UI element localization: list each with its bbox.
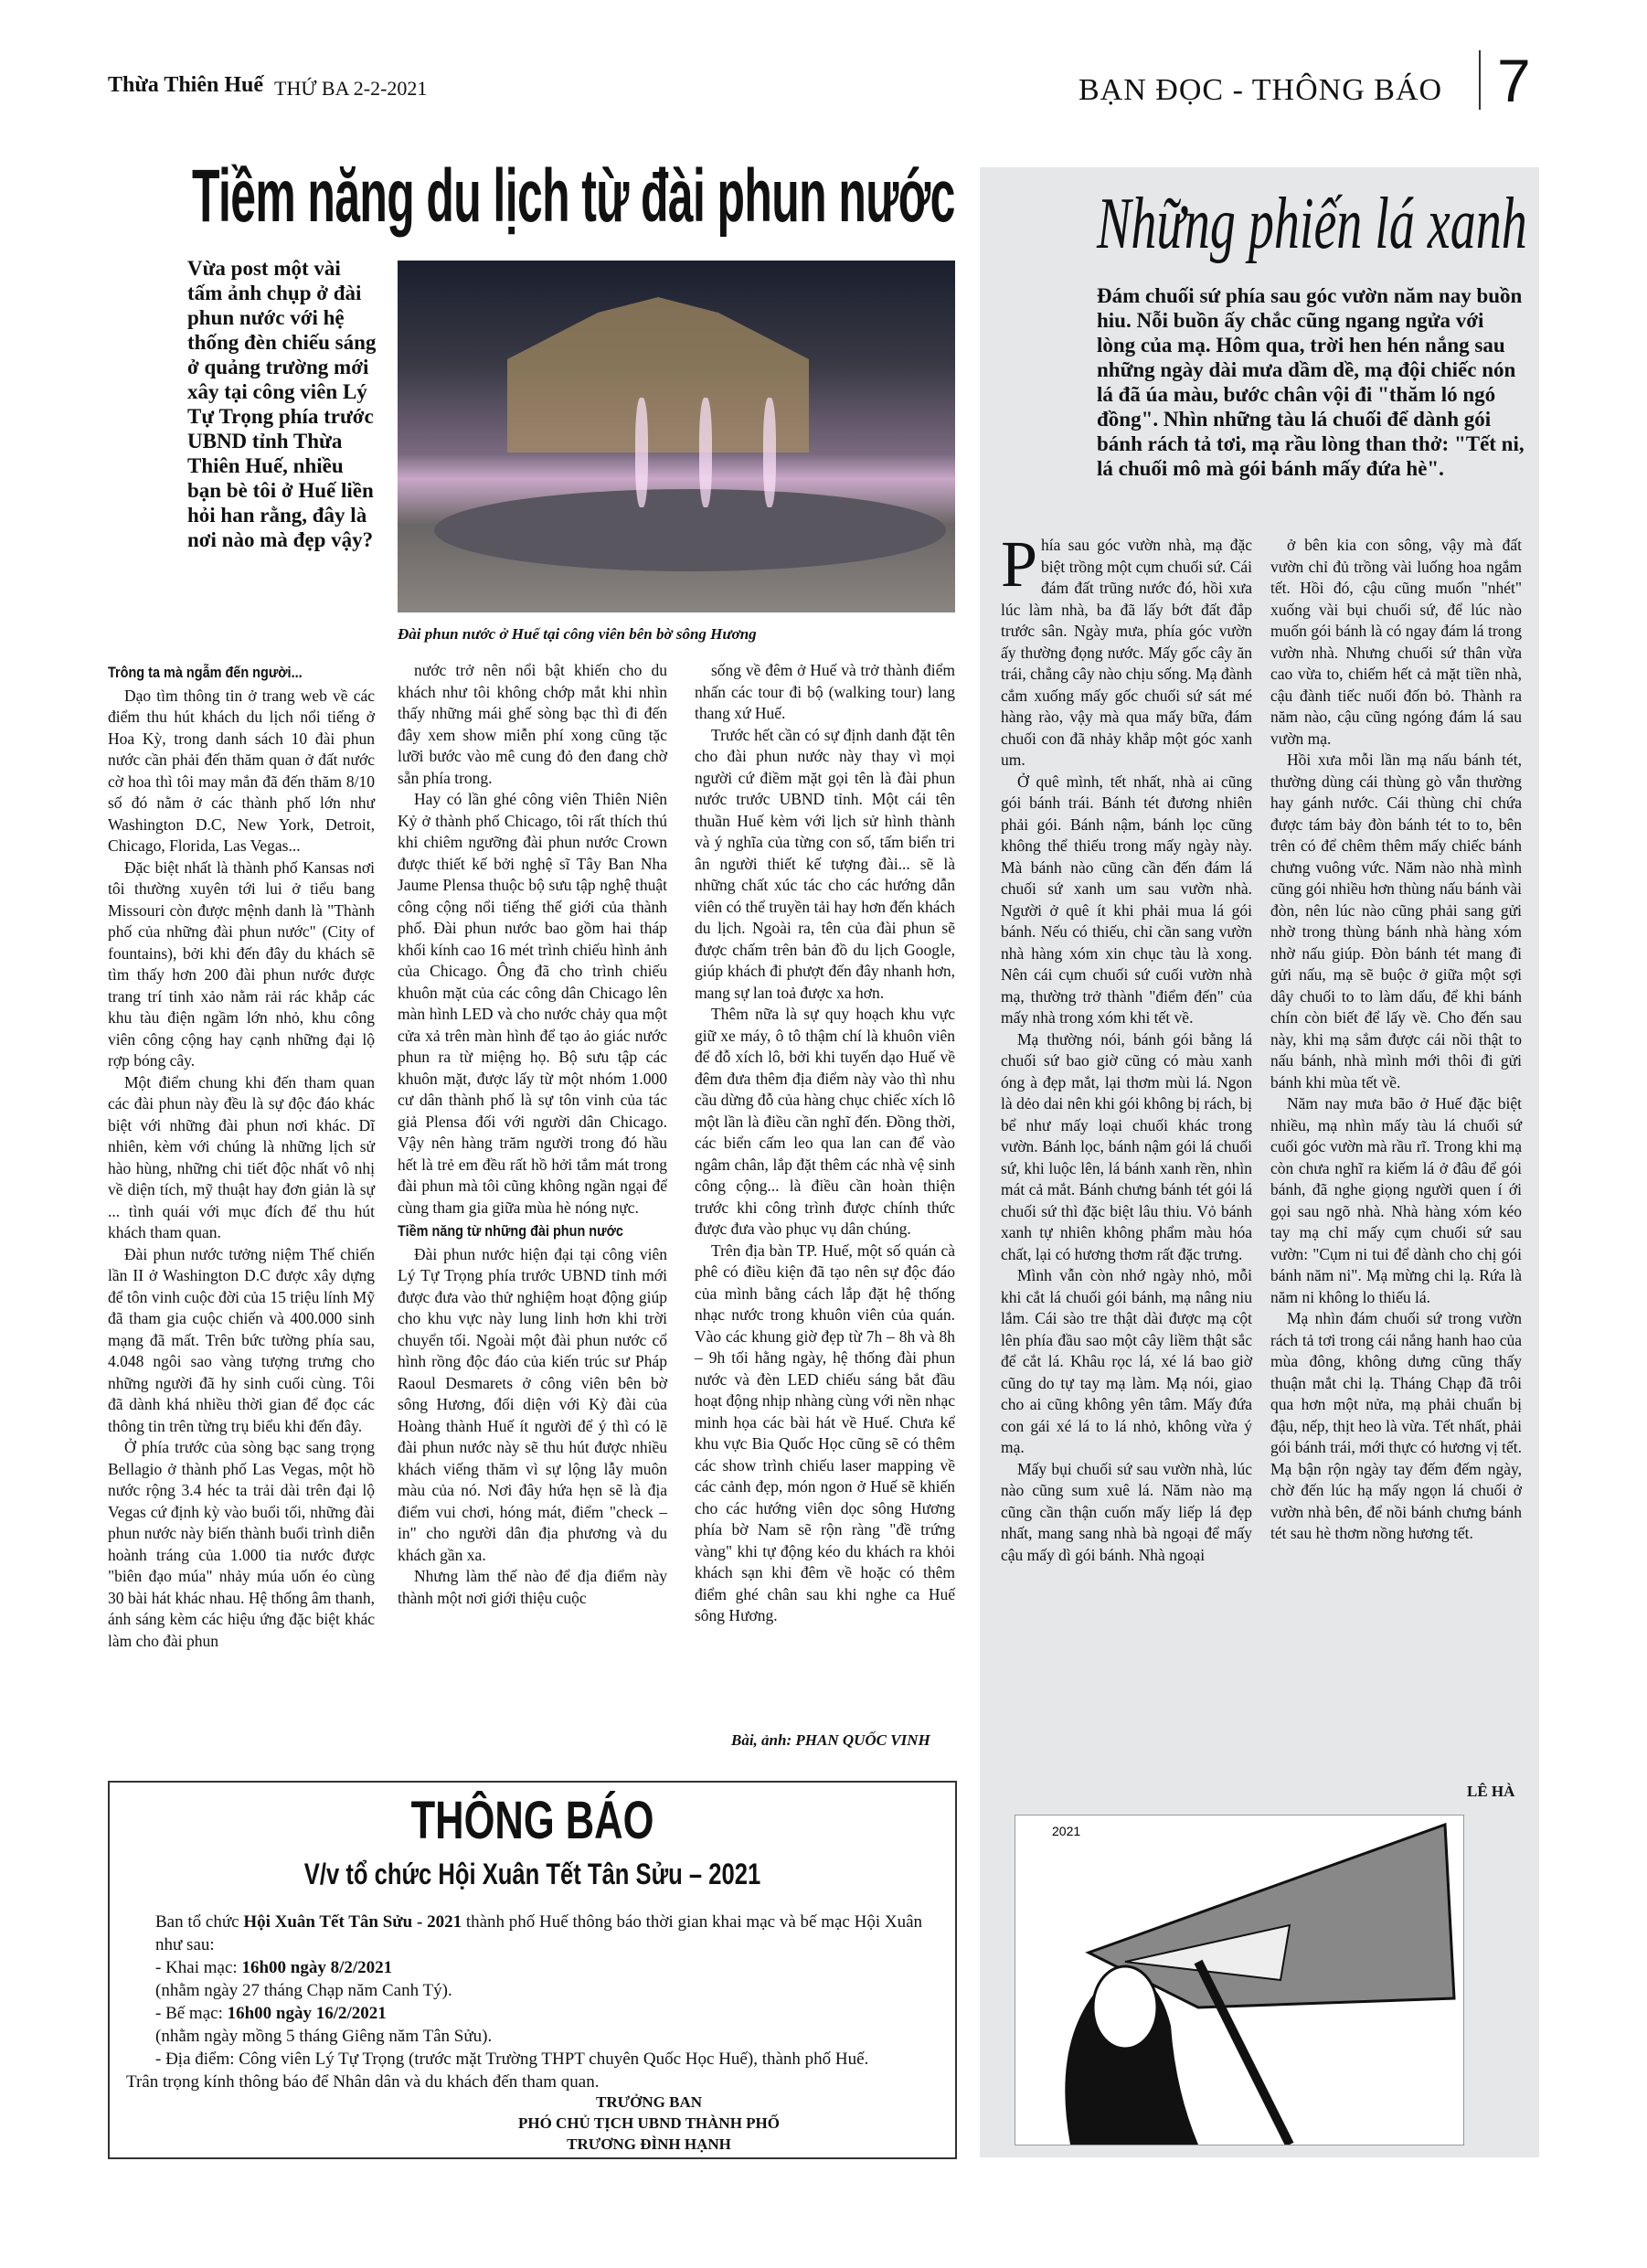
notice-subtitle: V/v tổ chức Hội Xuân Tết Tân Sửu – 2021	[303, 1858, 761, 1890]
notice-signature	[512, 2092, 786, 2155]
paragraph: Mình vẫn còn nhớ ngày nhỏ, mỗi khi cắt lá chuối gói bánh, mạ nâng niu lắm. Cái sào tre thật dài được mạ cột lên phía đầu sao một cây liềm thật sắc để cắt lá. Khâu rọc lá, xé lá bao giờ cũng do tự tay mạ làm. Mạ nói, giao cho ai cũng không yên tâm. Mấy đứa con gái xé lá to lá nhỏ, không vừa ý mạ.	[1001, 1266, 1252, 1456]
paragraph: Ở phía trước của sòng bạc sang trọng Bellagio ở thành phố Las Vegas, một hồ nước rộng 3.4 héc ta trải dài trên đại lộ Vegas cứ định kỳ vào buổi tối, những đài phun nước này biến thành buổi trình diễn hoành tráng của 1.000 tia nước được "biên đạo múa" nhảy múa uốn éo cùng 30 bài hát khác nhau. Hệ thống âm thanh, ánh sáng kèm các hiệu ứng đặc biệt khác làm cho đài phun	[108, 1438, 375, 1650]
water-jet	[699, 398, 712, 507]
paragraph: nước trở nên nổi bật khiến cho du khách như tôi không chớp mắt khi nhìn thấy những mái ghế sòng bạc thì đi đến đây xem show miễn phí xong cũng tặc lưỡi bước vào mê cung đỏ đen đang chờ sẵn phía trong.	[398, 661, 667, 787]
notice-title: THÔNG BÁO	[410, 1791, 654, 1850]
notice-text: Ban tổ chức	[155, 1912, 244, 1932]
article-column-1	[108, 660, 375, 1652]
signer-name: TRƯƠNG ĐÌNH HẠNH	[567, 2135, 731, 2153]
paragraph: Năm nay mưa bão ở Huế đặc biệt nhiều, mạ nhìn mấy tàu lá chuối sứ cuối góc vườn mà rầu rĩ. Trong khi mạ còn chưa nghĩ ra kiếm lá ở đâu để gói bánh, đã nghe giọng người quen í ới gọi sau ngõ nhà. Nhà hàng xóm kéo tay mạ chỉ mấy cụm chuối sứ sau vườn: "Cụm ni tui để dành cho chị gói bánh năm ni". Mạ mừng chi lạ. Rứa là năm ni không lo thiếu lá.	[1270, 1094, 1522, 1306]
article-headline: Tiềm năng du lịch từ đài phun nước	[192, 154, 955, 238]
paragraph: Ở quê mình, tết nhất, nhà ai cũng gói bánh trái. Bánh tét đương nhiên phải gói. Bánh nậm, bánh lọc cũng không thể thiếu trong mấy ngày này. Mà bánh nào cũng cần đến đám lá chuối sứ xanh um sau vườn nhà. Người ở quê ít khi phải mua lá gói bánh. Nếu có thiếu, chỉ cần sang vườn nhà hàng xóm xin chục tàu là xong. Nên cái cụm chuối sứ cuối vườn nhà mạ, thường trở thành "điểm đến" của mấy nhà trong xóm khi tết về.	[1001, 772, 1252, 1027]
article-column-3	[695, 660, 955, 1627]
paragraph: Trước hết cần có sự định danh đặt tên cho đài phun nước này thay vì mọi người cứ điềm mặt gọi tên là đài phun nước trước UBND tỉnh. Một cái tên thuần Huế kèm với lịch sử hình thành và ý nghĩa của từng con số, tấm biển tri ân người thiết kế tượng đài... sẽ là những chất xúc tác cho các hướng dẫn viên có thể truyền tải hay hơn đến khách du lịch. Ngoài ra, tên của đài phun sẽ được chấm trên bản đồ du lịch Google, giúp khách đi phượt đến đây nhanh hơn, mang sự lan toả được xa hơn.	[695, 725, 955, 1002]
closing-note: (nhằm ngày mồng 5 tháng Giêng năm Tân Sửu).	[155, 2027, 493, 2046]
fountain-basin	[434, 489, 946, 571]
paragraph: Đài phun nước hiện đại tại công viên Lý Tự Trọng phía trước UBND tỉnh mới được đưa vào thử nghiệm hoạt động giúp cho khu vực này lung linh hơn khi trời chuyển tối. Ngoài một đài phun nước cổ hình rồng độc đáo của kiến trúc sư Pháp Raoul Desmarets ở công viên bên bờ sông Hương, đối diện với Kỳ đài của Hoàng thành Huế ít người để ý thì có lẽ đài phun nước này sẽ thu hút được nhiều khách viếng thăm vì sự lộng lẫy muôn màu của nó. Nơi đây hứa hẹn sẽ là địa điểm vui chơi, hóng mát, điểm "check – in" cho người dân địa phương và du khách gần xa.	[398, 1244, 667, 1564]
drop-cap: P	[1001, 527, 1038, 601]
paragraph: Đài phun nước tưởng niệm Thế chiến lần II ở Washington D.C được xây dựng để tôn vinh cuộc đời của 15 triệu lính Mỹ đã tham gia cuộc chiến và 400.000 sinh mạng đã mất. Trên bức tường phía sau, 4.048 ngôi sao vàng tượng trưng cho những người đã hy sinh cuối cùng. Tôi đã dành khá nhiều thời gian để đọc các thông tin trên từng trụ biểu khi đến đây.	[108, 1244, 375, 1435]
illustration-drawing	[1015, 1815, 1463, 2145]
notice-place: - Địa điểm: Công viên Lý Tự Trọng (trước mặt Trường THPT chuyên Quốc Học Huế), thành phố Huế.	[155, 2050, 869, 2069]
notice-body	[126, 1911, 939, 2093]
opening-label: - Khai mạc:	[155, 1958, 242, 1977]
header-divider	[1479, 50, 1481, 110]
notice-box	[108, 1781, 957, 2159]
closing-time: 16h00 ngày 16/2/2021	[227, 2004, 387, 2023]
paragraph: Mạ thường nói, bánh gói bằng lá chuối sứ bao giờ cũng có màu xanh óng à đẹp mắt, lại thơm mùi lá. Ngon là dẻo dai nên khi gói không bị rách, bị bể như mấy loại chuối khác trong vườn. Bánh lọc, bánh nậm gói lá chuối sứ, khi luộc lên, lá bánh xanh rền, nhìn mát cả mắt. Bánh chưng bánh tét gói lá chuối sứ thì đặc biệt lâu thiu. Vỏ bánh xanh tự nhiên không phẩm màu hóa chất, lại có hương thơm rất đặc trưng.	[1001, 1029, 1252, 1263]
feature-title: Những phiến lá xanh	[1097, 184, 1527, 264]
article-column-2	[398, 660, 667, 1609]
page-number: 7	[1497, 47, 1531, 114]
paragraph: Mấy bụi chuối sứ sau vườn nhà, lúc nào cũng sum xuê lá. Năm nào mạ cũng cần thận cuốn mấy liếp lá đẹp nhất, mang sang nhà bà ngoại để mấy cậu mấy dì gói bánh. Nhà ngoại	[1001, 1459, 1252, 1564]
banana-leaf-illustration	[1015, 1815, 1464, 2146]
feature-lead: Đám chuối sứ phía sau góc vườn năm nay buồn hiu. Nỗi buồn ấy chắc cũng ngang ngửa với lòng của mạ. Hôm qua, trời hen hén nắng sau những ngày dài mưa dầm dề, mạ đội chiếc nón lá đã úa màu, bước chân vội đi "thăm ló ngó đồng". Nhìn những tàu lá chuối để dành gói bánh rách tả tơi, mạ rầu lòng than thở: "Tết ni, lá chuối mô mà gói bánh mấy đứa hè".	[1097, 284, 1525, 480]
paragraph: Nhưng làm thế nào để địa điểm này thành một nơi giới thiệu cuộc	[398, 1567, 667, 1607]
paragraph: Thêm nữa là sự quy hoạch khu vực giữ xe máy, ô tô thậm chí là khuôn viên để đỗ xích lô, bởi khi tuyến dạo Huế về đêm đưa thêm địa điểm này vào thì nhu cầu dừng đỗ của hàng chục chiếc xích lô một lần là điều cần nghĩ đến. Đồng thời, các biển cấm leo qua lan can để vào ngâm chân, lắp đặt thêm các nhà vệ sinh công cộng... là điều cần hoàn thiện trước khi công trình được chính thức được đưa vào phục vụ dân chúng.	[695, 1005, 955, 1238]
signer-role: TRƯỞNG BAN	[595, 2093, 702, 2111]
article-intro: Vừa post một vài tấm ảnh chụp ở đài phun nước với hệ thống đèn chiếu sáng ở quảng trường mới xây tại công viên Lý Tự Trọng phía trước UBND tỉnh Thừa Thiên Huế, nhiều bạn bè tôi ở Huế liền hỏi han rằng, đây là nơi nào mà đẹp vậy?	[187, 257, 377, 551]
water-jet	[763, 398, 776, 507]
section-title: BẠN ĐỌC - THÔNG BÁO	[1079, 73, 1443, 107]
byline: Bài, ảnh: PHAN QUỐC VINH	[731, 1731, 930, 1749]
opening-time: 16h00 ngày 8/2/2021	[241, 1958, 393, 1977]
paragraph-text: hía sau góc vườn nhà, mạ đặc biệt trồng một cụm chuối sứ. Cái đám đất trũng nước đó, hồi xưa lúc làm nhà, ba đã lấy bớt đất đắp trước sân. Ngày mưa, phía góc vườn ấy thường đọng nước. Mấy gốc cây ăn trái, chẳng cây nào chịu sống. Mạ đành cắm xuống mấy gốc chuối sứ sát mé hàng rào, vậy mà qua mấy bữa, đám chuối con đã nhảy khắp một góc xanh um.	[1001, 536, 1252, 769]
paragraph: sống về đêm ở Huế và trở thành điểm nhấn các tour đi bộ (walking tour) lang thang xứ Huế.	[695, 661, 955, 722]
illustration-year: 2021	[1052, 1824, 1081, 1838]
subheading: Trông ta mà ngẫm đến người...	[108, 664, 303, 681]
notice-text: Hội Xuân Tết Tân Sửu - 2021	[243, 1912, 462, 1932]
paragraph: Hay có lần ghé công viên Thiên Niên Kỷ ở thành phố Chicago, tôi rất thích thú khi chiêm ngưỡng đài phun nước Crown được thiết kế bởi nghệ sĩ Tây Ban Nha Jaume Plensa thuộc bộ sưu tập nghệ thuật công cộng nổi tiếng thế giới của thành phố. Đài phun nước bao gồm hai tháp khối kính cao 16 mét trình chiếu hình ảnh của Chicago. Ông đã cho trình chiếu khuôn mặt của các công dân Chicago lên màn hình LED và cho nước chảy qua một cửa xả trên màn hình để tạo ảo giác nước phun ra từ miệng họ. Bộ sưu tập các khuôn mặt, được lấy từ một nhóm 1.000 cư dân thành phố là sự tôn vinh của tác giả Plensa đối với người dân Chicago. Vậy nên hàng trăm người trong đó hầu hết là trẻ em đều rất hồ hởi tắm mát trong đài phun mà tôi cũng không ngần ngại để cùng tham gia giữa mùa hè nóng nực.	[398, 790, 667, 1217]
feature-author: LÊ HÀ	[1467, 1783, 1515, 1800]
paper-name: Thừa Thiên Huế	[108, 73, 264, 97]
closing-label: - Bế mạc:	[155, 2004, 228, 2023]
issue-date: THỨ BA 2-2-2021	[274, 77, 428, 100]
signer-title: PHÓ CHỦ TỊCH UBND THÀNH PHỐ	[517, 2114, 781, 2132]
subheading: Tiềm năng từ những đài phun nước	[398, 1222, 623, 1240]
paragraph: Mạ nhìn đám chuối sứ trong vườn rách tả tơi trong cái nắng hanh hao của mùa đông, không dưng cũng thấy thuận mắt chi lạ. Tháng Chạp đã trôi qua hơn một nửa, mạ phải chuẩn bị đậu, nếp, thịt heo là vừa. Tết nhất, phải gói bánh trái, mới thực có hương vị tết. Mạ bận rộn ngày tay đếm đếm ngày, chờ đến lúc hạ mấy ngọn lá chuối ở vườn nhà bên, để nồi bánh chưng bánh tét sau hè thơm nồng hương tết.	[1270, 1309, 1522, 1542]
paragraph	[1001, 527, 1252, 772]
paragraph: Trên địa bàn TP. Huế, một số quán cà phê có điều kiện đã tạo nên sự độc đáo của mình bằng cách lắp đặt hệ thống nhạc nước trong khuôn viên của quán. Vào các khung giờ đẹp từ 7h – 8h và 8h – 9h tối hằng ngày, hệ thống đài phun nước và đèn LED chiếu sáng bắt đầu hoạt động nhịp nhàng cùng với nền nhạc minh họa các bài hát về Huế. Chưa kể khu vực Bia Quốc Học cũng sẽ có thêm các show trình chiếu laser mapping về các cảnh đẹp, món ngon ở Huế sẽ khiến cho các hướng viên dọc sông Hương phía bờ Nam sẽ rộn ràng "đề trứng vàng" khi tự động kéo du khách ra khỏi khách sạn khi đêm về hoặc có thêm điểm ghé chân sau khi nghe ca Huế sông Hương.	[695, 1240, 955, 1624]
paragraph: Dạo tìm thông tin ở trang web về các điểm thu hút khách du lịch nổi tiếng ở Hoa Kỳ, trong danh sách 10 đài phun nước cần phải đến thăm quan ở đất nước cờ hoa thì tôi may mắn đã đến thăm 8/10 số đó nằm ở các thành phố lớn như Washington D.C, New York, Detroit, Chicago, Florida, Las Vegas...	[108, 686, 375, 855]
paragraph: Một điểm chung khi đến tham quan các đài phun này đều là sự độc đáo khác biệt với những đài phun nơi khác. Dĩ nhiên, kèm với chúng là những lịch sử hào hùng, những chi tiết độc nhất vô nhị về diện tích, mỹ thuật hay đơn giản là sự ... tình quái với mục đích để thu hút khách tham quan.	[108, 1072, 375, 1241]
notice-text: thành phố Huế thông báo thời gian khai mạc và bế mạc Hội Xuân như sau:	[155, 1912, 922, 1954]
water-jet	[635, 398, 648, 507]
notice-closing: Trân trọng kính thông báo để Nhân dân và du khách đến tham quan.	[126, 2072, 600, 2092]
feature-column-1	[1001, 527, 1252, 1566]
opening-note: (nhằm ngày 27 tháng Chạp năm Canh Tý).	[155, 1981, 452, 2000]
paragraph: Hồi xưa mỗi lần mạ nấu bánh tét, thường dùng cái thùng gò vẫn thường hay gánh nước. Cái thùng chỉ chứa được tám bảy đòn bánh tét to to, bên trên có để chêm thêm mấy chiếc bánh chưng vuông vức. Năm nào nhà mình cũng gói nhiều hơn thùng nấu bánh vài đòn, nên lúc nào cũng phải sang gửi nhờ trong thùng bánh nhà hàng xóm nhờ nấu giúp. Đòn bánh tét mang đi gửi nấu, mạ sẽ buộc ở giữa một sợi dây chuối to to làm dấu, để khi bánh chín còn biết để lấy về. Cho đến sau này, khi mạ sắm được cái nồi thật to nấu bánh, nhà mình mới thôi đi gửi bánh khi mùa tết về.	[1270, 751, 1522, 1091]
paragraph: Đặc biệt nhất là thành phố Kansas nơi tôi thường xuyên tới lui ở tiểu bang Missouri còn được mệnh danh là "Thành phố của những đài phun nước" (City of fountains), bởi khi đến đây du khách sẽ tìm thấy hơn 200 đài phun nước được trang trí tinh xảo nằm rải rác khắp các khu tàu điện ngầm lớn nhỏ, khu công viên công cộng hay cạnh những đại lộ rợp bóng cây.	[108, 857, 375, 1070]
photo-caption: Đài phun nước ở Huế tại công viên bên bờ sông Hương	[398, 625, 757, 643]
fountain-photo	[398, 261, 955, 612]
paragraph: ở bên kia con sông, vậy mà đất vườn chỉ đủ trồng vài luống hoa ngắm tết. Hồi đó, cậu cũng muốn "nhét" xuống vài bụi chuối sứ, để lúc nào muốn gói bánh là có ngay đám lá trong vườn nhà. Nhưng chuối sứ thân vừa cao vừa to, chiếm hết cả mặt tiền nhà, cậu đành tiếc nuối đốn bỏ. Thành ra năm nào, cậu cũng ngóng đám lá sau vườn mạ.	[1270, 536, 1522, 748]
feature-column-2	[1270, 535, 1522, 1545]
